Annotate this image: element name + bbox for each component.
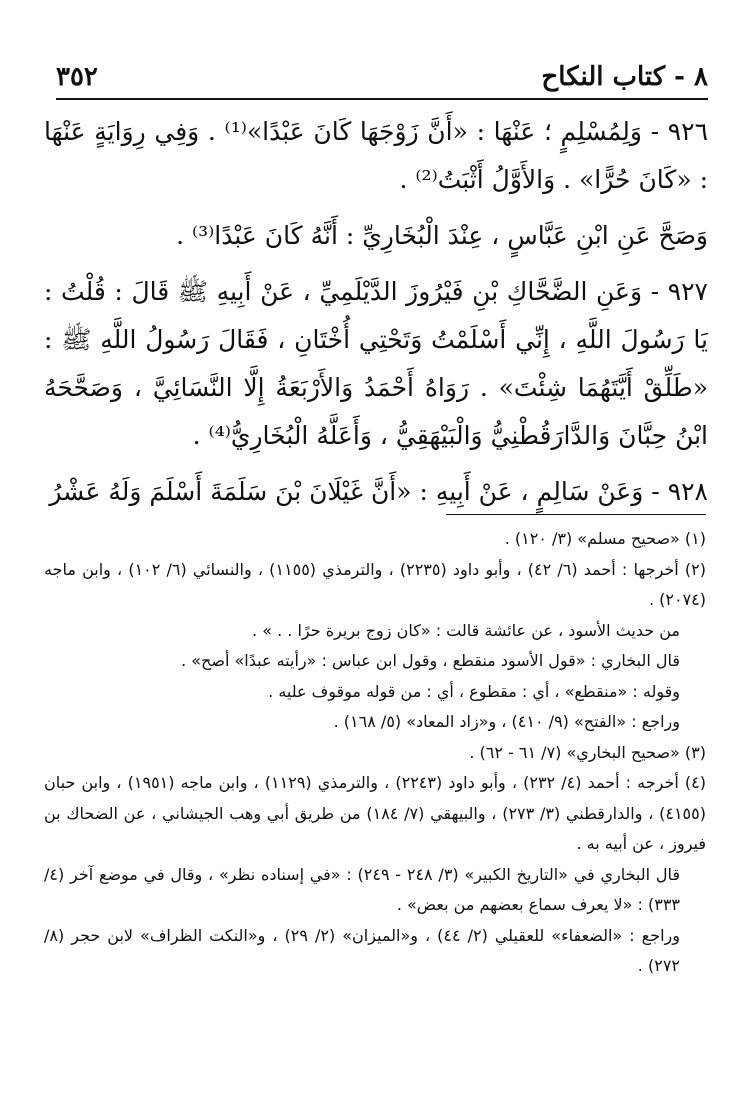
footnote-2-line: وراجع : «الفتح» (٩/ ٤١٠) ، و«زاد المعاد» (٥/ ١٦٨) . [333, 712, 680, 731]
footnote-separator [446, 514, 706, 515]
main-text [44, 108, 708, 524]
footnote-2-line: وقوله : «منقطع» ، أي : مقطوع ، أي : من قوله موقوف عليه . [268, 681, 680, 701]
footnote-4: (٤) أخرجه : أحمد (٤/ ٢٣٢) ، وأبو داود (٢٢٤٣) ، والترمذي (١١٢٩) ، وابن ماجه (١٩٥١) ، وابن حبان (٤١٥٥) ، والدارقطني (٣/ ٢٧٣) ، والبيهقي (٧/ ١٨٤) من طريق أبي وهب الجيشاني ، عن الضحاك بن فيروز ، عن أبيه به . [44, 773, 706, 853]
chapter-title: ٨ - كتاب النكاح [541, 62, 708, 92]
page-header [56, 58, 708, 100]
footnote-4-line: وراجع : «الضعفاء» للعقيلي (٢/ ٤٤) ، و«الميزان» (٢/ ٢٩) ، و«النكت الظراف» لابن حجر (٨/ ٢٧٢) . [44, 925, 680, 975]
footnote-2-line: من حديث الأسود ، عن عائشة قالت : «كان زوج بريرة حرًا . . » . [252, 620, 680, 640]
hadith-927: ٩٢٧ - وَعَنِ الضَّحَّاكِ بْنِ فَيْرُوزَ الدَّيْلَمِيِّ ، عَنْ أَبِيهِ ﷺ قَالَ : قُلْتُ : يَا رَسُولَ اللَّهِ ، إِنِّي أَسْلَمْتُ وَتَحْتِي أُخْتَانِ ، فَقَالَ رَسُولُ اللَّهِ ﷺ : «طَلِّقْ أَيَّتَهُمَا شِئْتَ» . رَوَاهُ أَحْمَدُ وَالأَرْبَعَةُ إِلَّا النَّسَائِيَّ ، وَصَحَّحَهُ ابْنُ حِبَّانَ وَالدَّارَقُطْنِيُّ وَالْبَيْهَقِيُّ ، وَأَعَلَّهُ الْبُخَارِيُّ⁽⁴⁾ . [44, 277, 708, 450]
footnote-4-line: قال البخاري في «التاريخ الكبير» (٣/ ٢٤٨ - ٢٤٩) : «في إسناده نظر» ، وقال في موضع آخر (٤/ ٣٣٣) : «لا يعرف سماع بعضهم من بعض» . [44, 864, 680, 914]
footnotes [44, 524, 706, 982]
hadith-926: ٩٢٦ - وَلِمُسْلِمٍ ؛ عَنْهَا : «أَنَّ زَوْجَهَا كَانَ عَبْدًا»⁽¹⁾ . وَفِي رِوَايَةٍ عَنْهَا : «كَانَ حُرًّا» . وَالأَوَّلُ أَثْبَتُ⁽²⁾ . [44, 117, 709, 194]
hadith-928: ٩٢٨ - وَعَنْ سَالِمٍ ، عَنْ أَبِيهِ : «أَنَّ غَيْلَانَ بْنَ سَلَمَةَ أَسْلَمَ وَلَهُ عَشْرُ [49, 477, 708, 506]
footnote-2-line: قال البخاري : «قول الأسود منقطع ، وقول ابن عباس : «رأيته عبدًا» أصح» . [181, 651, 680, 670]
page-number: ٣٥٢ [56, 62, 98, 92]
footnote-1: (١) «صحيح مسلم» (٣/ ١٢٠) . [504, 529, 706, 548]
hadith-926-note: وَصَحَّ عَنِ ابْنِ عَبَّاسٍ ، عِنْدَ الْبُخَارِيِّ : أَنَّهُ كَانَ عَبْدًا⁽³⁾ . [176, 221, 708, 250]
footnote-3: (٣) «صحيح البخاري» (٧/ ٦١ - ٦٢) . [469, 742, 706, 762]
footnote-2: (٢) أخرجها : أحمد (٦/ ٤٢) ، وأبو داود (٢٢٣٥) ، والترمذي (١١٥٥) ، والنسائي (٦/ ١٠٢) ، وابن ماجه (٢٠٧٤) . [44, 559, 706, 609]
